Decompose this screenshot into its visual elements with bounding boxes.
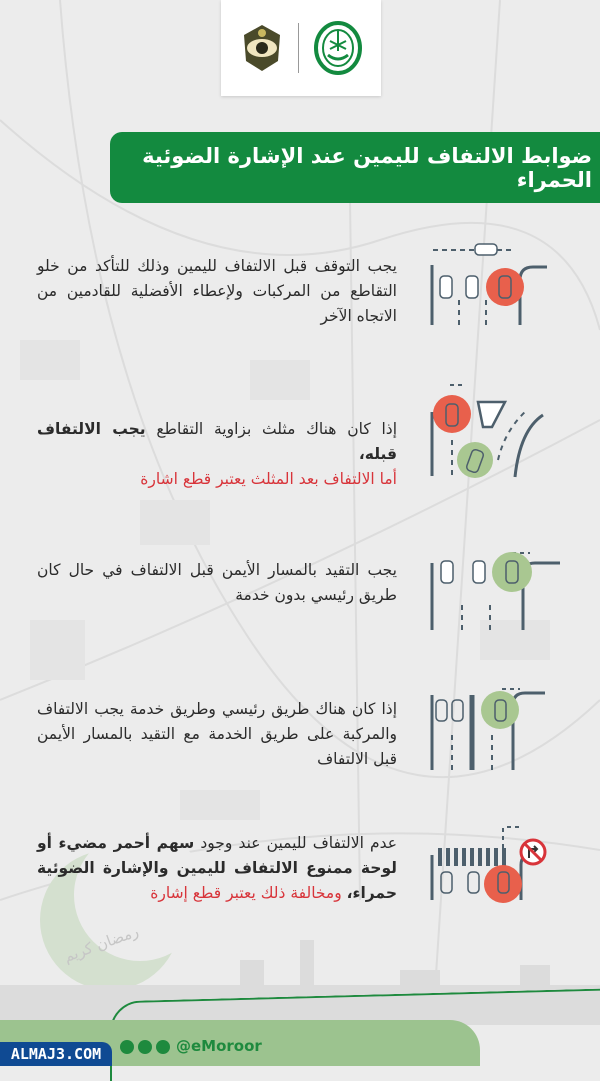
page-title xyxy=(110,132,600,203)
no-right-turn-sign-icon xyxy=(521,840,545,864)
rule-4-text: إذا كان هناك طريق رئيسي وطريق خدمة يجب الالتفاف والمركبة على طريق الخدمة مع التقيد بالمسار الأيمن قبل الالتفاف xyxy=(37,700,397,768)
youtube-icon[interactable] xyxy=(156,1040,170,1054)
traffic-police-logo xyxy=(240,23,284,73)
rule-1-text: يجب التوقف قبل الالتفاف لليمين وذلك للتأكد من خلو التقاطع من المركبات ولإعطاء الأفضلية للقادمين من الاتجاه الآخر xyxy=(37,257,397,325)
logo-bar xyxy=(221,0,381,96)
social-handle[interactable]: @eMoroor xyxy=(176,1037,262,1055)
calligraphy: رمضان كريم xyxy=(61,922,141,966)
rule-2-text: إذا كان هناك مثلث بزاوية التقاطع xyxy=(145,420,397,438)
rule-5-text: عدم الالتفاف لليمين عند وجود xyxy=(194,834,397,852)
rule-4 xyxy=(37,697,397,772)
ministry-emblem-logo xyxy=(313,21,363,75)
social-icons xyxy=(120,1040,170,1054)
rule-5-warning: ومخالفة ذلك يعتبر قطع إشارة xyxy=(150,884,347,902)
rule-1 xyxy=(37,254,397,329)
page-title-text: ضوابط الالتفاف لليمين عند الإشارة الضوئية الحمراء xyxy=(142,143,592,192)
rule-3-text: يجب التقيد بالمسار الأيمن قبل الالتفاف في حال كان طريق رئيسي بدون خدمة xyxy=(37,561,397,604)
watermark: ALMAJ3.COM xyxy=(0,1042,112,1066)
rule-3 xyxy=(37,558,397,608)
logo-divider xyxy=(298,23,299,73)
diagram-service-road xyxy=(425,685,565,775)
diagram-right-lane xyxy=(425,545,565,635)
diagram-stop-before-turn xyxy=(425,240,555,330)
twitter-icon[interactable] xyxy=(120,1040,134,1054)
diagram-no-right-turn xyxy=(425,820,565,910)
rule-2-bold: يجب الالتفاف قبله، xyxy=(37,420,397,463)
rule-5 xyxy=(37,831,397,906)
instagram-icon[interactable] xyxy=(138,1040,152,1054)
diagram-triangle-turn xyxy=(425,380,555,480)
rule-5-bold: سهم أحمر مضيء أو لوحة ممنوع الالتفاف لليمين والإشارة الضوئية حمراء، xyxy=(37,834,397,902)
rule-2-warning: أما الالتفاف بعد المثلث يعتبر قطع اشارة xyxy=(140,470,397,488)
rule-2 xyxy=(37,417,397,492)
